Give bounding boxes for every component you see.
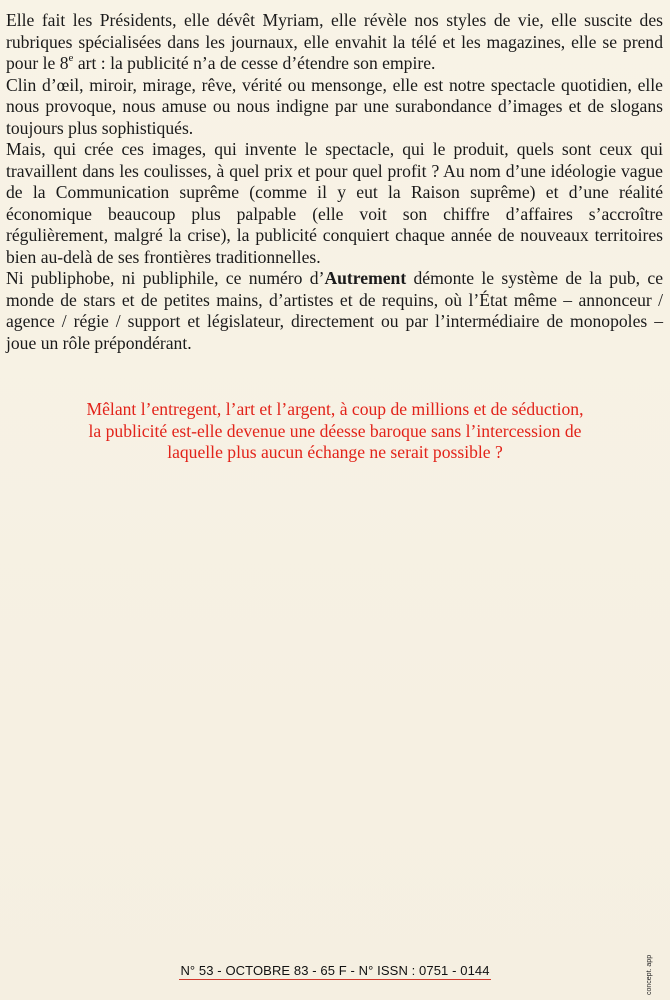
paragraph-4-text-end: démonte le système de la pub, ce monde de stars et de petites mains, d’artistes et de requins, où l’État même – annonceur / agence / régie / support et législateur, directement ou par l’intermédiaire de monopoles – joue un rôle prépondérant. xyxy=(6,268,663,353)
paragraph-4-text: Ni publiphobe, ni publiphile, ce numéro d’ xyxy=(6,268,325,288)
paragraph-4 xyxy=(6,268,663,354)
paragraph-1 xyxy=(6,10,663,75)
issue-footer xyxy=(0,962,670,980)
superscript-e: e xyxy=(68,52,74,65)
paragraph-1-text-end: art : la publicité n’a de cesse d’étendre son empire. xyxy=(73,53,436,73)
quote-line-3: laquelle plus aucun échange ne serait possible ? xyxy=(167,442,503,462)
body-text xyxy=(6,10,663,354)
quote-line-1: Mêlant l’entregent, l’art et l’argent, à coup de millions et de séduction, xyxy=(86,399,584,419)
paragraph-2: Clin d’œil, miroir, mirage, rêve, vérité ou mensonge, elle est notre spectacle quotidien, elle nous provoque, nous amuse ou nous indigne par une surabondance d’images et de slogans toujours plus sophistiqués. xyxy=(6,74,663,138)
quote-line-2: la publicité est-elle devenue une déesse baroque sans l’intercession de xyxy=(88,420,582,441)
red-quote xyxy=(0,399,670,464)
design-credit xyxy=(646,955,656,995)
issue-info: N° 53 - OCTOBRE 83 - 65 F - N° ISSN : 0751 - 0144 xyxy=(180,963,490,978)
paragraph-1-text: Elle fait les Présidents, elle dévêt Myriam, elle révèle nos styles de vie, elle suscite des rubriques spécialisées dans les journaux, elle envahit la télé et les magazines, elle se prend pour le 8 xyxy=(6,10,663,73)
design-credit-text: concept. app xyxy=(646,954,653,995)
magazine-name: Autrement xyxy=(324,268,407,288)
paragraph-3: Mais, qui crée ces images, qui invente le spectacle, qui le produit, quels sont ceux qui travaillent dans les coulisses, à quel prix et pour quel profit ? Au nom d’une idéologie vague de la Communication suprême (comme il y eut la Raison suprême) et d’une réalité économique beaucoup plus palpable (elle voit son chiffre d’affaires s’accroître régulièrement, malgré la crise), la publicité conquiert chaque année de nouveaux territoires bien au-delà de ses frontières traditionnelles. xyxy=(6,139,663,267)
